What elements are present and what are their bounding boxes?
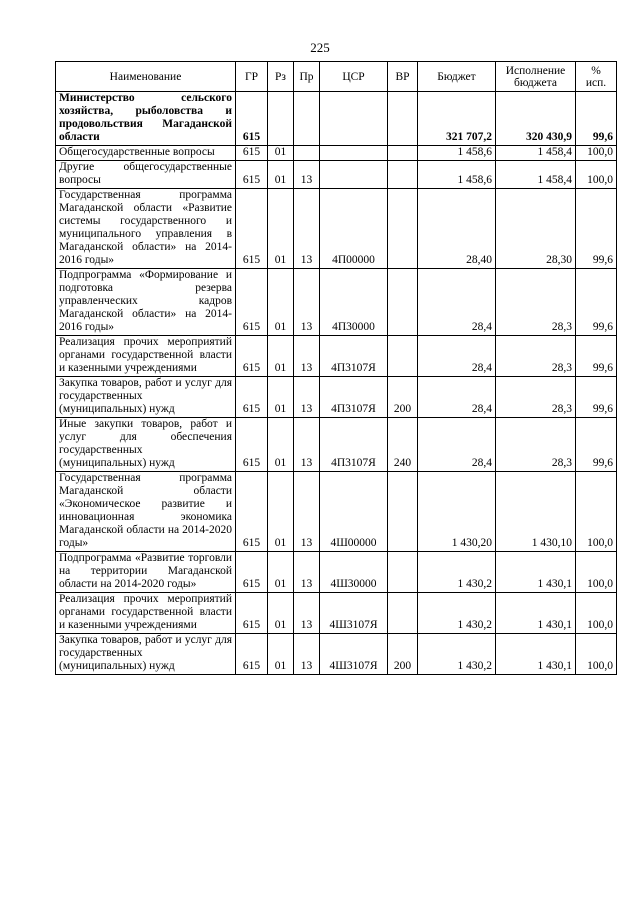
cell-pr: 13 [294,161,320,189]
cell-pr [294,92,320,146]
cell-vr [388,593,418,634]
cell-rz: 01 [268,146,294,161]
header-budget: Бюджет [418,62,496,92]
header-name: Наименование [56,62,236,92]
cell-gr: 615 [236,472,268,552]
table-row [56,593,617,634]
table-row [56,336,617,377]
header-pct-line1: % [591,64,601,77]
cell-gr: 615 [236,146,268,161]
cell-name: Закупка товаров, работ и услуг для государственных (муниципальных) нужд [56,634,236,675]
cell-pr: 13 [294,552,320,593]
cell-rz: 01 [268,336,294,377]
cell-pct: 99,6 [576,92,617,146]
cell-vr [388,269,418,336]
cell-gr: 615 [236,552,268,593]
cell-pr [294,146,320,161]
cell-budget: 1 430,2 [418,634,496,675]
cell-pct: 100,0 [576,472,617,552]
cell-csr: 4Ш3107Я [320,593,388,634]
cell-csr: 4П00000 [320,189,388,269]
cell-name: Подпрограмма «Развитие торговли на территории Магаданской области на 2014-2020 годы» [56,552,236,593]
header-rz: Рз [268,62,294,92]
table-row [56,146,617,161]
table-row [56,377,617,418]
cell-name: Государственная программа Магаданской области «Экономическое развитие и инновационная экономика Магаданской области на 2014-2020 годы» [56,472,236,552]
cell-budget: 1 430,2 [418,552,496,593]
cell-execution: 28,3 [496,336,576,377]
cell-pct: 99,6 [576,336,617,377]
cell-csr: 4Ш00000 [320,472,388,552]
header-vr: ВР [388,62,418,92]
cell-pct: 100,0 [576,634,617,675]
header-pct [576,62,617,92]
cell-execution: 1 430,1 [496,552,576,593]
cell-execution: 28,3 [496,418,576,472]
cell-execution: 320 430,9 [496,92,576,146]
table-row [56,472,617,552]
cell-pct: 99,6 [576,269,617,336]
cell-vr [388,161,418,189]
cell-execution: 28,3 [496,269,576,336]
cell-csr: 4Ш3107Я [320,634,388,675]
cell-pct: 99,6 [576,189,617,269]
cell-pr: 13 [294,634,320,675]
cell-execution: 1 430,10 [496,472,576,552]
header-execution-line1: Исполнение [505,64,566,77]
table-row [56,161,617,189]
header-gr: ГР [236,62,268,92]
cell-budget: 1 458,6 [418,161,496,189]
cell-csr: 4П3107Я [320,377,388,418]
budget-table [55,61,617,675]
cell-budget: 321 707,2 [418,92,496,146]
cell-csr: 4Ш30000 [320,552,388,593]
cell-vr [388,189,418,269]
cell-rz: 01 [268,634,294,675]
cell-pr: 13 [294,593,320,634]
cell-name: Государственная программа Магаданской области «Развитие системы государственного и муниципального управления в Магаданской области» на 2014-2016 годы» [56,189,236,269]
cell-budget: 28,4 [418,336,496,377]
cell-budget: 1 458,6 [418,146,496,161]
table-row [56,418,617,472]
cell-rz: 01 [268,377,294,418]
cell-gr: 615 [236,593,268,634]
cell-execution: 28,30 [496,189,576,269]
cell-gr: 615 [236,418,268,472]
cell-rz: 01 [268,269,294,336]
table-header [56,62,617,92]
page-number: 225 [310,40,330,55]
cell-pct: 100,0 [576,146,617,161]
header-execution-line2: бюджета [514,76,557,89]
cell-gr: 615 [236,336,268,377]
cell-name: Общегосударственные вопросы [56,146,236,161]
cell-budget: 1 430,2 [418,593,496,634]
cell-budget: 28,40 [418,189,496,269]
cell-name: Другие общегосударственные вопросы [56,161,236,189]
cell-execution: 1 430,1 [496,634,576,675]
table-row [56,269,617,336]
cell-vr: 240 [388,418,418,472]
cell-budget: 28,4 [418,418,496,472]
table-body [56,92,617,675]
cell-gr: 615 [236,269,268,336]
cell-execution: 1 458,4 [496,146,576,161]
cell-vr: 200 [388,377,418,418]
cell-pr: 13 [294,418,320,472]
header-csr: ЦСР [320,62,388,92]
cell-gr: 615 [236,92,268,146]
table-row [56,634,617,675]
cell-vr [388,92,418,146]
cell-execution: 1 430,1 [496,593,576,634]
cell-vr: 200 [388,634,418,675]
header-pct-line2: исп. [585,76,607,89]
cell-pr: 13 [294,189,320,269]
cell-vr [388,336,418,377]
cell-gr: 615 [236,377,268,418]
cell-pr: 13 [294,472,320,552]
cell-vr [388,472,418,552]
cell-vr [388,552,418,593]
cell-name: Реализация прочих мероприятий органами государственной власти и казенными учреждениями [56,593,236,634]
cell-csr [320,161,388,189]
cell-execution: 1 458,4 [496,161,576,189]
cell-pct: 99,6 [576,377,617,418]
cell-gr: 615 [236,634,268,675]
cell-csr: 4П3107Я [320,336,388,377]
table-row [56,552,617,593]
cell-gr: 615 [236,161,268,189]
cell-pct: 100,0 [576,161,617,189]
cell-pr: 13 [294,269,320,336]
header-execution [496,62,576,92]
cell-rz [268,92,294,146]
cell-rz: 01 [268,161,294,189]
cell-execution: 28,3 [496,377,576,418]
cell-pr: 13 [294,377,320,418]
cell-name: Подпрограмма «Формирование и подготовка резерва управленческих кадров Магаданской области» на 2014-2016 годы» [56,269,236,336]
cell-gr: 615 [236,189,268,269]
cell-name: Реализация прочих мероприятий органами государственной власти и казенными учреждениями [56,336,236,377]
header-row [56,62,617,92]
cell-vr [388,146,418,161]
table-row [56,92,617,146]
table-row [56,189,617,269]
cell-pct: 99,6 [576,418,617,472]
header-pr: Пр [294,62,320,92]
cell-name: Иные закупки товаров, работ и услуг для обеспечения государственных (муниципальных) нужд [56,418,236,472]
cell-rz: 01 [268,552,294,593]
cell-budget: 28,4 [418,269,496,336]
cell-pct: 100,0 [576,593,617,634]
cell-csr: 4П30000 [320,269,388,336]
cell-name: Закупка товаров, работ и услуг для государственных (муниципальных) нужд [56,377,236,418]
cell-rz: 01 [268,472,294,552]
cell-pct: 100,0 [576,552,617,593]
cell-pr: 13 [294,336,320,377]
cell-name: Министерство сельского хозяйства, рыболовства и продовольствия Магаданской области [56,92,236,146]
cell-csr [320,92,388,146]
cell-csr [320,146,388,161]
cell-budget: 28,4 [418,377,496,418]
cell-rz: 01 [268,189,294,269]
cell-budget: 1 430,20 [418,472,496,552]
cell-csr: 4П3107Я [320,418,388,472]
cell-rz: 01 [268,593,294,634]
cell-rz: 01 [268,418,294,472]
